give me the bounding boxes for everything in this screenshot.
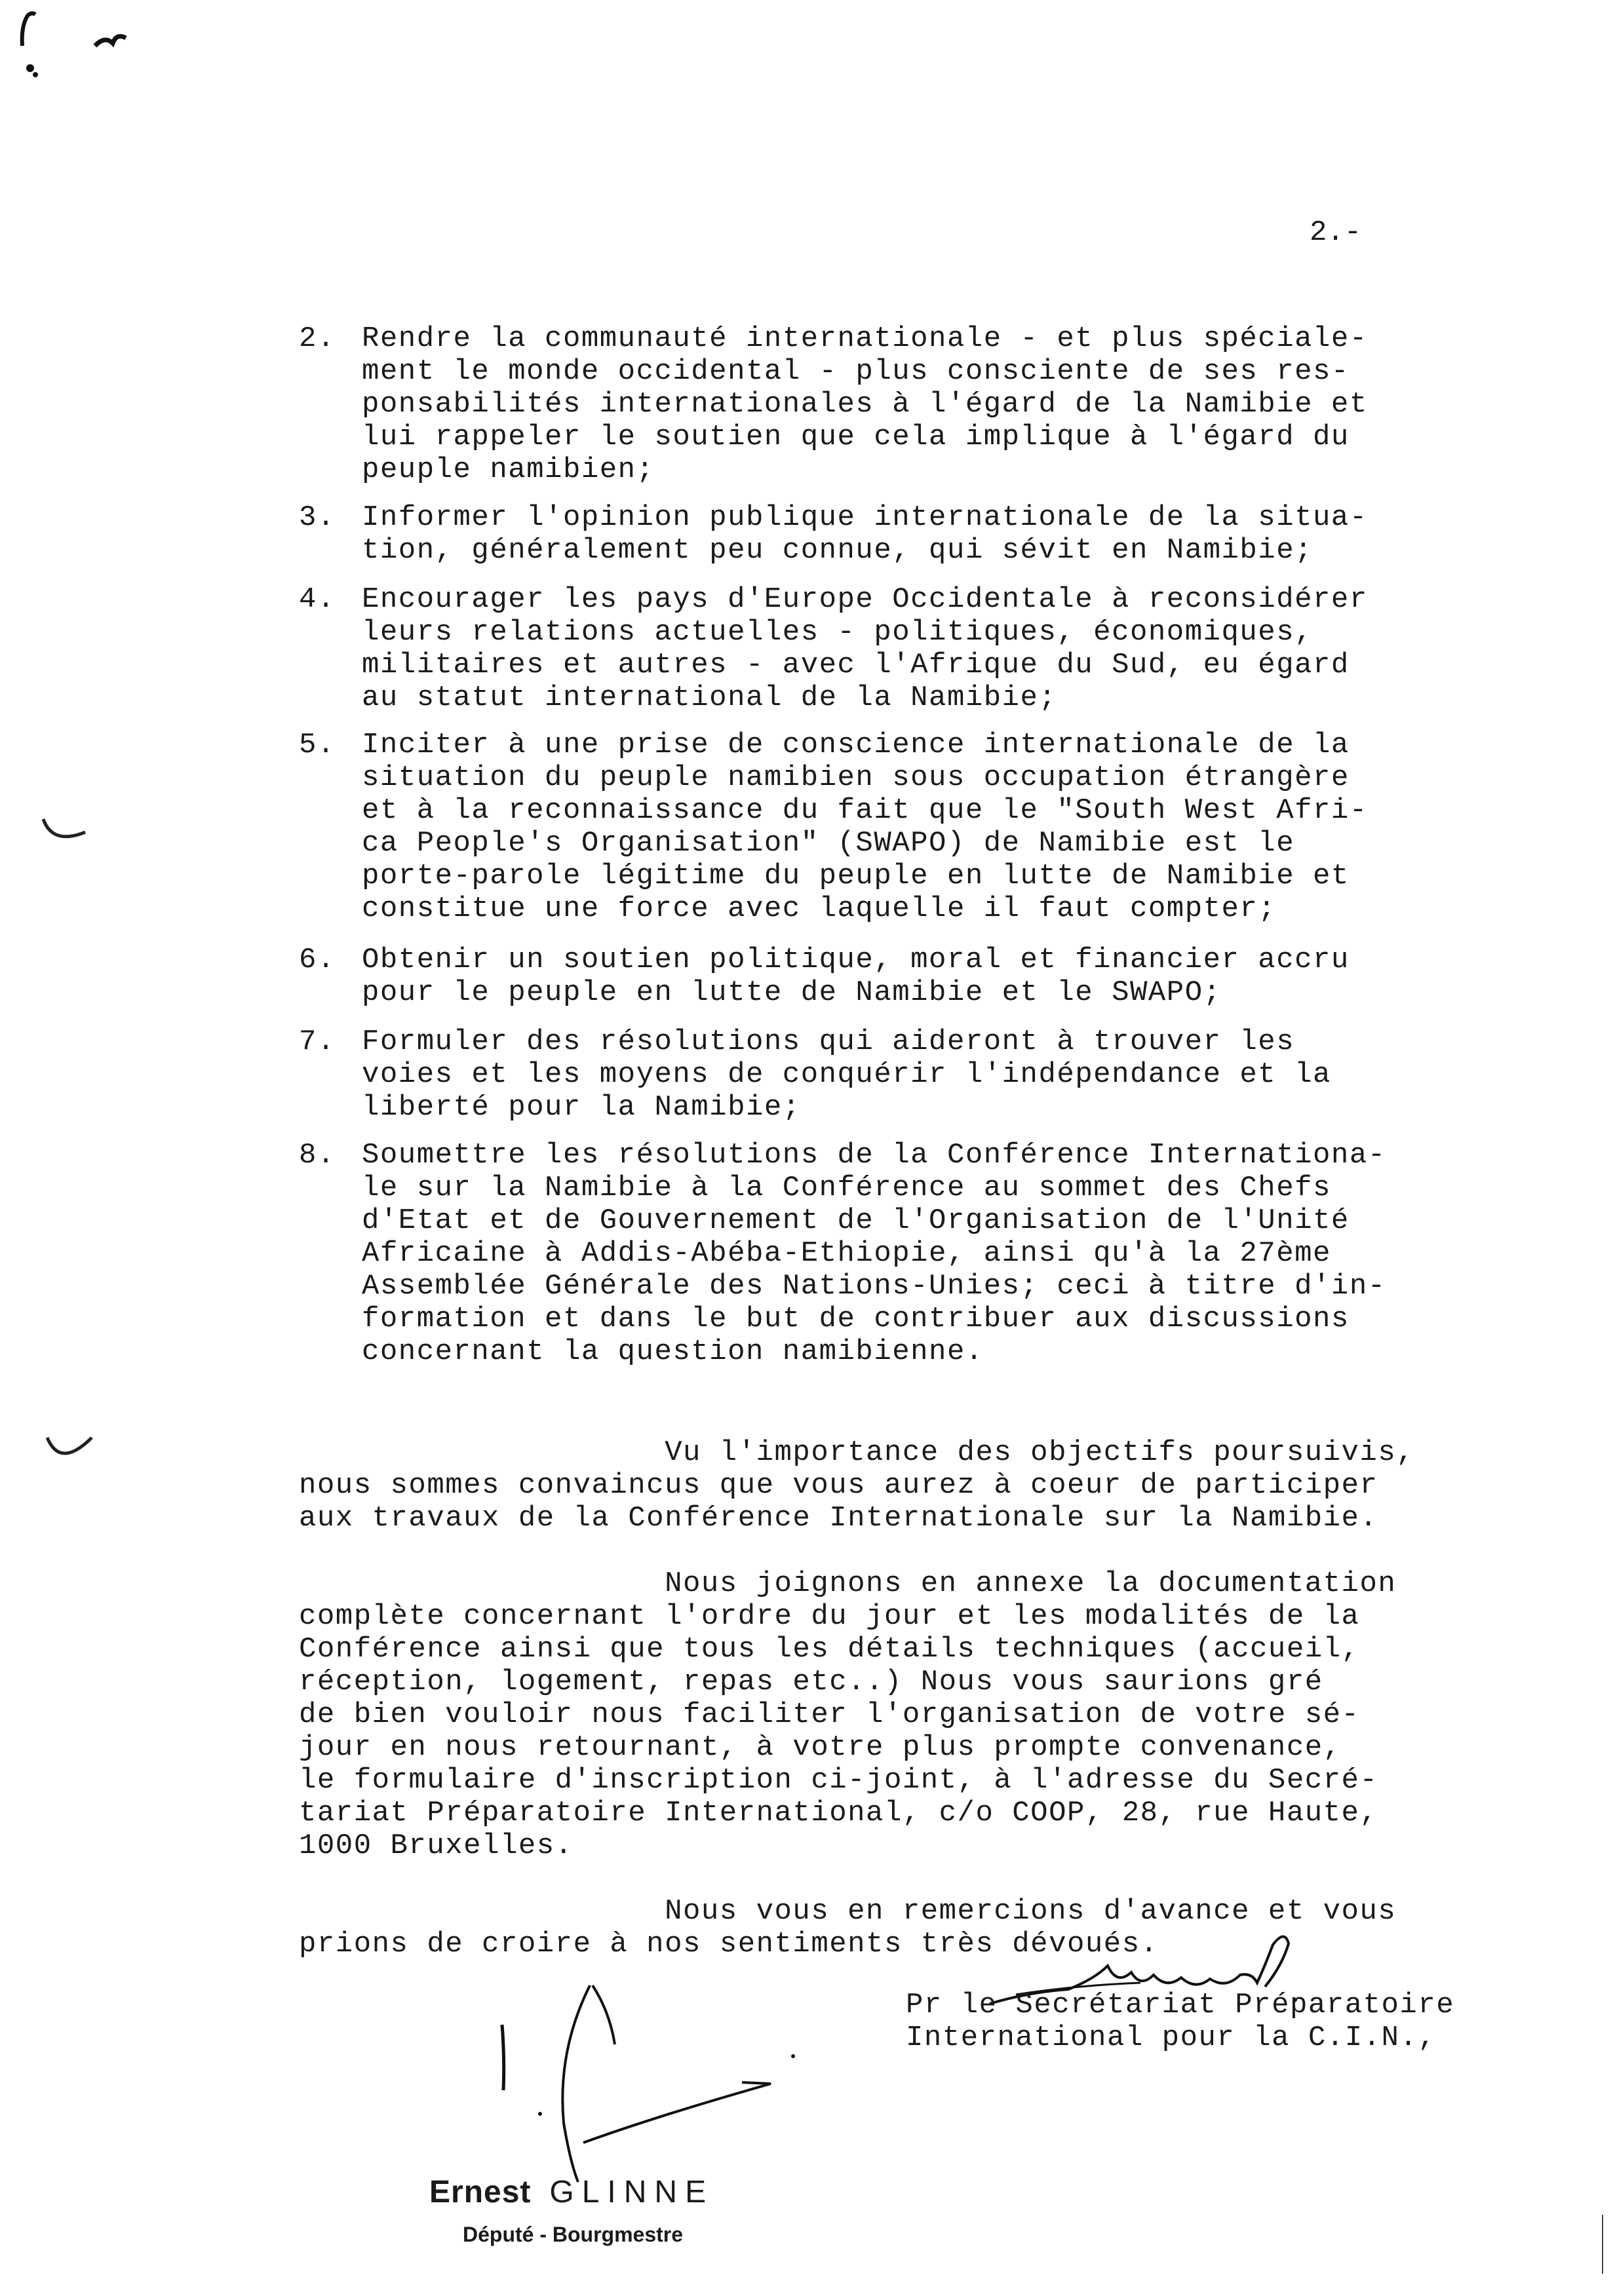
handwritten-signature bbox=[485, 1972, 800, 2189]
item-line: peuple namibien; bbox=[362, 453, 655, 486]
list-item bbox=[299, 322, 1472, 486]
paragraph-line: nous sommes convaincus que vous aurez à coeur de participer bbox=[299, 1469, 1378, 1502]
item-line: le sur la Namibie à la Conférence au sommet des Chefs bbox=[362, 1172, 1331, 1204]
item-line: Obtenir un soutien politique, moral et financier accru bbox=[362, 944, 1350, 976]
item-line: Informer l'opinion publique internationale de la situa- bbox=[362, 501, 1368, 534]
item-line: Rendre la communauté internationale - et plus spéciale- bbox=[362, 322, 1368, 355]
item-line: Formuler des résolutions qui aideront à trouver les bbox=[362, 1025, 1295, 1058]
item-line: ca People's Organisation" (SWAPO) de Namibie est le bbox=[362, 827, 1295, 860]
paragraph-line: complète concernant l'ordre du jour et les modalités de la bbox=[299, 1600, 1360, 1633]
item-line: Assemblée Générale des Nations-Unies; ceci à titre d'in- bbox=[362, 1270, 1386, 1303]
paragraph-line: Nous joignons en annexe la documentation bbox=[299, 1567, 1397, 1600]
item-line: constitue une force avec laquelle il faut compter; bbox=[362, 892, 1277, 925]
item-line: situation du peuple namibien sous occupation étrangère bbox=[362, 761, 1350, 794]
list-item bbox=[299, 501, 1472, 567]
item-line: militaires et autres - avec l'Afrique du Sud, eu égard bbox=[362, 649, 1350, 681]
item-number: 8. bbox=[299, 1139, 336, 1172]
item-line: leurs relations actuelles - politiques, économiques, bbox=[362, 616, 1313, 649]
item-line: au statut international de la Namibie; bbox=[362, 681, 1057, 714]
item-line: Soumettre les résolutions de la Conférence Internationa- bbox=[362, 1139, 1386, 1172]
secretariat-signature-block bbox=[906, 1989, 1454, 2054]
item-line: d'Etat et de Gouvernement de l'Organisation de l'Unité bbox=[362, 1204, 1350, 1237]
paragraph-line: jour en nous retournant, à votre plus prompte convenance, bbox=[299, 1731, 1342, 1764]
item-line: Inciter à une prise de conscience internationale de la bbox=[362, 729, 1350, 761]
paragraph-line: prions de croire à nos sentiments très dévoués. bbox=[299, 1928, 1159, 1961]
paragraph bbox=[299, 1436, 1518, 1535]
item-line: liberté pour la Namibie; bbox=[362, 1091, 801, 1124]
item-line: Encourager les pays d'Europe Occidentale à reconsidérer bbox=[362, 583, 1368, 616]
item-number: 2. bbox=[299, 322, 336, 355]
item-number: 3. bbox=[299, 501, 336, 534]
item-line: porte-parole légitime du peuple en lutte de Namibie et bbox=[362, 860, 1350, 892]
scan-edge-mark bbox=[1599, 2215, 1606, 2274]
item-number: 6. bbox=[299, 944, 336, 976]
list-item bbox=[299, 944, 1472, 1009]
item-number: 5. bbox=[299, 729, 336, 761]
item-line: et à la reconnaissance du fait que le "South West Afri- bbox=[362, 794, 1368, 827]
stamp-first-name: Ernest bbox=[429, 2175, 532, 2210]
paragraph-line: Conférence ainsi que tous les détails techniques (accueil, bbox=[299, 1633, 1360, 1666]
stamp-name bbox=[429, 2174, 714, 2210]
paragraph-line: 1000 Bruxelles. bbox=[299, 1829, 574, 1862]
stamp-surname: GLINNE bbox=[549, 2175, 714, 2210]
punch-hole-mark bbox=[41, 1428, 100, 1474]
list-item bbox=[299, 1025, 1472, 1124]
list-item bbox=[299, 583, 1472, 714]
paragraph-line: Vu l'importance des objectifs poursuivis, bbox=[299, 1436, 1415, 1469]
item-line: ment le monde occidental - plus consciente de ses res- bbox=[362, 355, 1350, 388]
page-number: 2.- bbox=[1310, 216, 1362, 249]
item-line: ponsabilités internationales à l'égard de la Namibie et bbox=[362, 388, 1368, 421]
item-line: lui rappeler le soutien que cela implique à l'égard du bbox=[362, 421, 1350, 453]
paragraph bbox=[299, 1567, 1518, 1862]
item-line: Africaine à Addis-Abéba-Ethiopie, ainsi qu'à la 27ème bbox=[362, 1237, 1331, 1270]
paragraph-line: aux travaux de la Conférence Internationale sur la Namibie. bbox=[299, 1502, 1378, 1535]
signature-line: International pour la C.I.N., bbox=[906, 2021, 1437, 2054]
item-line: formation et dans le but de contribuer aux discussions bbox=[362, 1303, 1350, 1335]
handwritten-corner-mark bbox=[13, 7, 131, 85]
paragraph-line: le formulaire d'inscription ci-joint, à l'adresse du Secré- bbox=[299, 1764, 1378, 1797]
paragraph bbox=[299, 1895, 1518, 1961]
item-line: pour le peuple en lutte de Namibie et le SWAPO; bbox=[362, 976, 1222, 1009]
list-item bbox=[299, 1139, 1472, 1368]
paragraph-line: Nous vous en remercions d'avance et vous bbox=[299, 1895, 1397, 1928]
item-number: 7. bbox=[299, 1025, 336, 1058]
item-line: voies et les moyens de conquérir l'indépendance et la bbox=[362, 1058, 1331, 1091]
item-line: tion, généralement peu connue, qui sévit en Namibie; bbox=[362, 534, 1313, 567]
list-item bbox=[299, 729, 1472, 925]
paragraph-line: de bien vouloir nous faciliter l'organisation de votre sé- bbox=[299, 1698, 1360, 1731]
item-number: 4. bbox=[299, 583, 336, 616]
punch-hole-mark bbox=[38, 813, 97, 858]
signature-line: Pr le Secrétariat Préparatoire bbox=[906, 1989, 1455, 2021]
stamp-title: Député - Bourgmestre bbox=[463, 2223, 684, 2246]
item-line: concernant la question namibienne. bbox=[362, 1335, 984, 1368]
paragraph-line: tariat Préparatoire International, c/o COOP, 28, rue Haute, bbox=[299, 1797, 1378, 1829]
paragraph-line: réception, logement, repas etc..) Nous vous saurions gré bbox=[299, 1666, 1323, 1698]
